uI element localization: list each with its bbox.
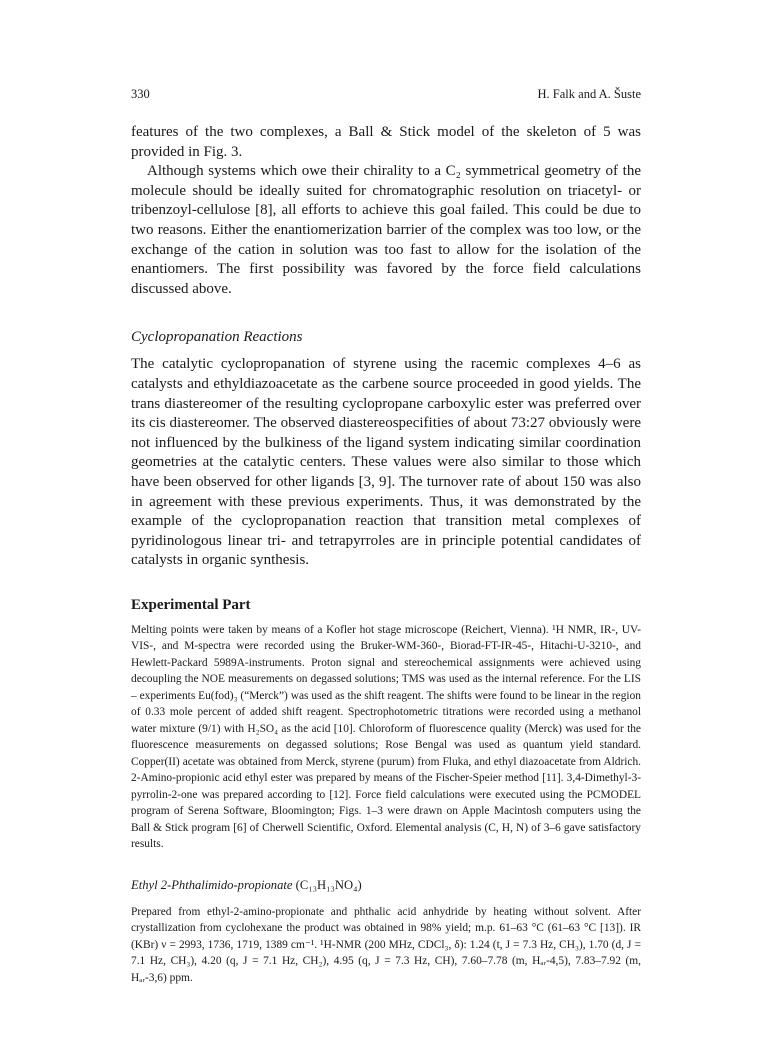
running-head-authors: H. Falk and A. Šuste — [537, 87, 641, 101]
section-heading-cyclopropanation: Cyclopropanation Reactions — [131, 329, 303, 346]
subsection-title: Ethyl 2-Phthalimido-propionate — [131, 877, 293, 892]
paragraph-experimental: Melting points were taken by means of a Kofler hot stage microscope (Reichert, Vienna). ¹H NMR, IR-, UV-VIS-, and M-spectra were recorded using the Bruker-WM-360-, Biorad-FT-IR-45-, Hitachi-U-3210-, and Hewlett-Packard 5989A-instruments. Proton signal and stereochemical assignments were achieved using decoupling the NOE measurements on degassed solutions; TMS was used as the internal reference. For the LIS – experiments Eu(fod)₃ (“Merck”) was used as the shift reagent. The shifts were found to be linear in the region of 0.33 mole percent of added shift reagent. Spectrophotometric titrations were recorded using a methanol water mixture (9/1) with H₂SO₄ as the acid [10]. Chloroform of fluorescence quality (Merck) was used for the fluorescence measurements on degassed solutions; Rose Bengal was used as quantum yield standard. Copper(II) acetate was obtained from Merck, styrene (purum) from Fluka, and ethyl diazoacetate from Aldrich. 2-Amino-propionic acid ethyl ester was prepared by means of the Fischer-Speier method [11]. 3,4-Dimethyl-3-pyrrolin-2-one was prepared according to [12]. Force field calculations were executed using the PCMODEL program of Serena Software, Bloomington; Figs. 1–3 were drawn on Apple Macintosh computers using the Ball & Stick program [6] of Cherwell Scientific, Oxford. Elemental analysis (C, H, N) of 3–6 gave satisfactory results. — [131, 623, 641, 851]
paragraph-continuation: features of the two complexes, a Ball & Stick model of the skeleton of 5 was provided in Fig. 3. — [131, 124, 641, 160]
molecular-formula: (C₁₃H₁₃NO₄) — [295, 877, 362, 892]
journal-page — [131, 86, 641, 986]
subsection-heading-ethyl-phthalimido-propionate — [131, 877, 641, 894]
section-heading-experimental: Experimental Part — [131, 596, 251, 613]
paragraph-chirality: Although systems which owe their chirality to a C₂ symmetrical geometry of the molecule should be ideally suited for chromatographic resolution on triacetyl- or tribenzoyl-cellulose [8], all efforts to achieve this goal failed. This could be due to two reasons. Either the enantiomerization barrier of the complex was too low, or the exchange of the cation in solution was too fast to allow for the isolation of the enantiomers. The first possibility was favored by the force field calculations discussed above. — [131, 163, 641, 297]
page-number: 330 — [131, 87, 150, 101]
paragraph-cyclopropanation: The catalytic cyclopropanation of styrene using the racemic complexes 4–6 as catalysts and ethyldiazoacetate as the carbene source proceeded in good yields. The trans diastereomer of the resulting cyclopropane carboxylic ester was preferred over its cis diastereomer. The observed diastereospecifities of about 73:27 obviously were not influenced by the bulkiness of the ligand system indicating similar coordination geometries at the catalytic centers. These values were also similar to those which have been observed for other ligands [3, 9]. The turnover rate of about 150 was also in agreement with these previous experiments. Thus, it was demonstrated by the example of the cyclopropanation reaction that transition metal complexes of pyridinologous linear tri- and tetrapyrroles are in principle potential candidates of catalysts in organic synthesis. — [131, 356, 641, 569]
paragraph-ethyl-phthalimido-propionate: Prepared from ethyl-2-amino-propionate and phthalic acid anhydride by heating without solvent. After crystallization from cyclohexane the product was obtained in 98% yield; m.p. 61–63 °C (61–63 °C [13]). IR (KBr) ν = 2993, 1736, 1719, 1389 cm⁻¹. ¹H-NMR (200 MHz, CDCl₃, δ): 1.24 (t, J = 7.3 Hz, CH₃), 1.70 (d, J = 7.1 Hz, CH₃), 4.20 (q, J = 7.1 Hz, CH₂), 4.95 (q, J = 7.3 Hz, CH), 7.60–7.78 (m, Hₐᵣ-4,5), 7.83–7.92 (m, Hₐᵣ-3,6) ppm. — [131, 905, 641, 984]
running-head — [131, 86, 641, 102]
